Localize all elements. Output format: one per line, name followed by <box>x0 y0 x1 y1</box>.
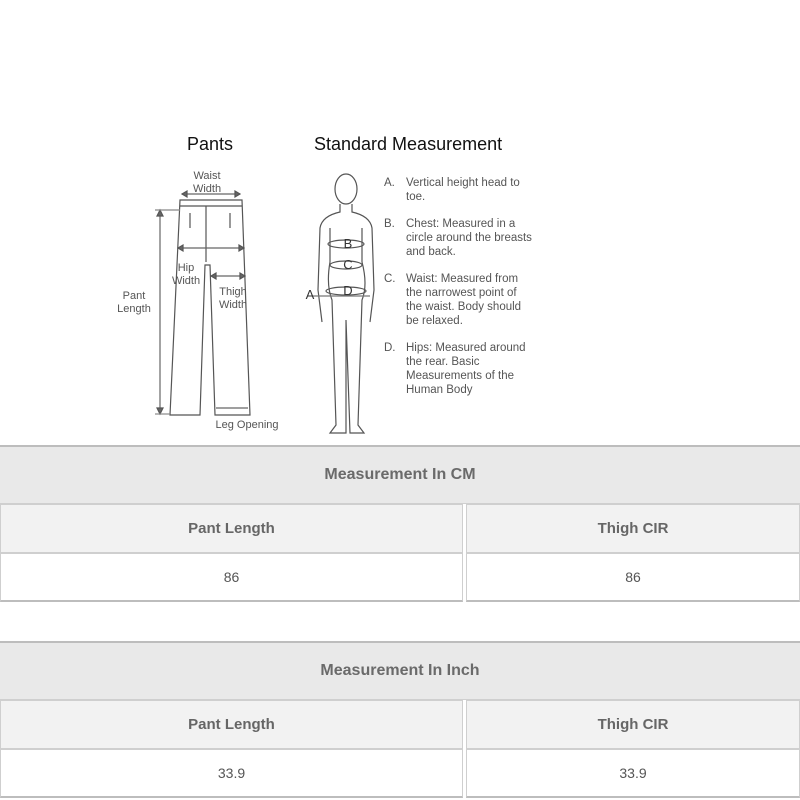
value-thigh-cir: 86 <box>466 553 800 602</box>
body-label-a: A <box>305 287 315 302</box>
value-pant-length: 86 <box>0 553 463 602</box>
definition-key: B. <box>384 218 395 230</box>
hip-width-label: Hip Width <box>171 262 201 287</box>
definition-text: Hips: Measured around the rear. Basic Measurements of the Human Body <box>406 342 526 396</box>
table-row <box>0 553 800 602</box>
header-thigh-cir: Thigh CIR <box>466 504 800 553</box>
header-pant-length: Pant Length <box>0 700 463 749</box>
thigh-width-label: Thigh Width <box>218 286 248 311</box>
table-title: Measurement In Inch <box>0 641 800 700</box>
body-label-b: B <box>343 236 353 251</box>
definition-a <box>384 176 534 204</box>
body-figure <box>312 174 374 433</box>
leg-opening-label: Leg Opening <box>215 419 279 431</box>
pants-title: Pants <box>187 134 234 154</box>
table-header-row <box>0 504 800 553</box>
header-thigh-cir: Thigh CIR <box>466 700 800 749</box>
pant-length-label: Pant Length <box>117 290 151 315</box>
header-pant-length: Pant Length <box>0 504 463 553</box>
standard-measurement-title: Standard Measurement <box>314 134 503 154</box>
table-title: Measurement In CM <box>0 445 800 504</box>
definition-key: A. <box>384 177 395 189</box>
value-thigh-cir: 33.9 <box>466 749 800 798</box>
value-pant-length: 33.9 <box>0 749 463 798</box>
definition-text: Vertical height head to toe. <box>406 177 520 203</box>
definition-key: C. <box>384 273 396 285</box>
table-header-row <box>0 700 800 749</box>
measurement-definitions <box>384 176 534 410</box>
definition-key: D. <box>384 342 396 354</box>
body-label-c: C <box>343 257 353 272</box>
definition-c <box>384 272 534 328</box>
waist-width-label: Waist Width <box>192 170 222 195</box>
definition-b <box>384 217 534 259</box>
definition-d <box>384 341 534 397</box>
measurement-table-cm <box>0 445 800 602</box>
table-row <box>0 749 800 798</box>
body-label-d: D <box>343 283 353 298</box>
measurement-table-inch <box>0 641 800 798</box>
definition-text: Waist: Measured from the narrowest point of the waist. Body should be relaxed. <box>406 273 522 327</box>
definition-text: Chest: Measured in a circle around the breasts and back. <box>406 218 532 258</box>
